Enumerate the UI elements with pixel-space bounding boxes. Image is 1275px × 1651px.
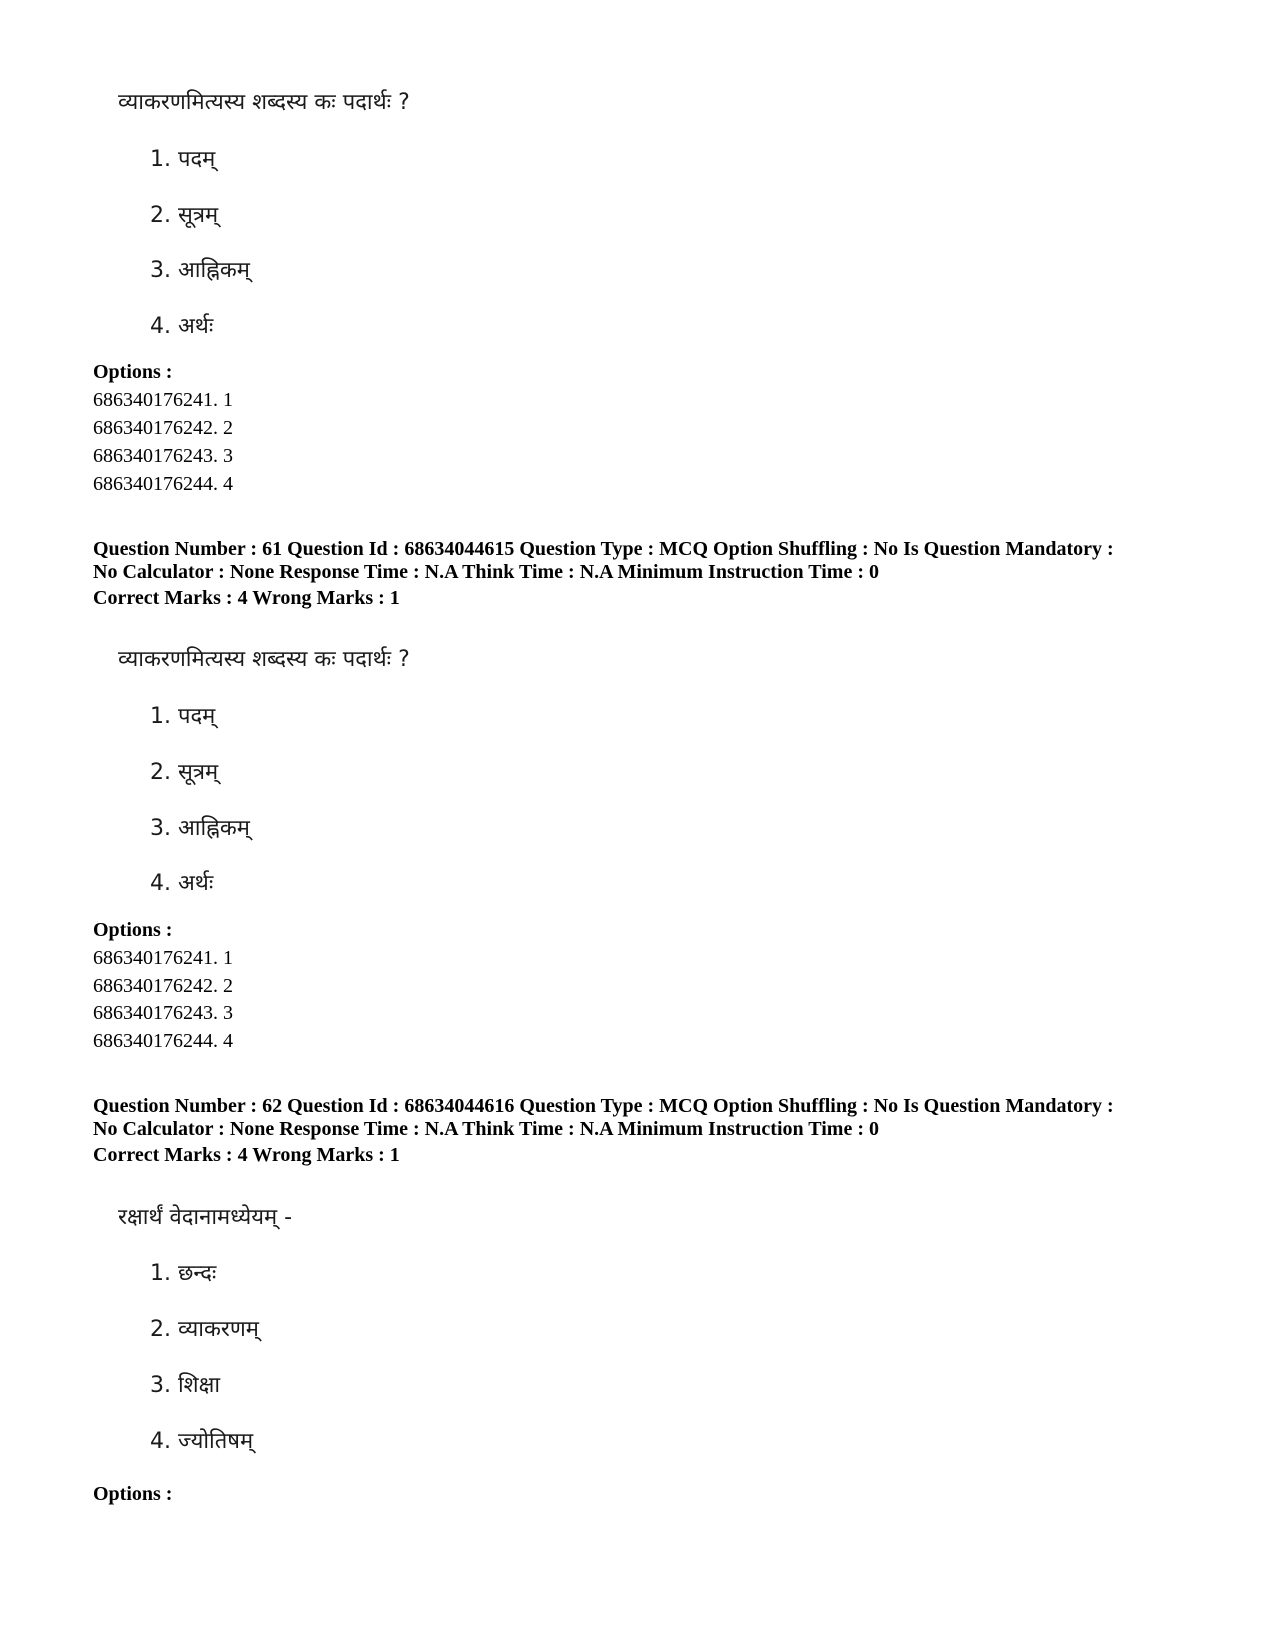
option-id-3: 686340176243. 3 <box>93 1002 233 1024</box>
question-text: व्याकरणमित्यस्य शब्दस्य कः पदार्थः ? <box>118 90 410 115</box>
question-text: रक्षार्थं वेदानामध्येयम् - <box>118 1205 293 1230</box>
option-id-2: 686340176242. 2 <box>93 975 233 997</box>
question-text: व्याकरणमित्यस्य शब्दस्य कः पदार्थः ? <box>118 647 410 672</box>
choice-1: 1. छन्दः <box>150 1261 217 1286</box>
option-id-4: 686340176244. 4 <box>93 473 233 495</box>
question-marks: Correct Marks : 4 Wrong Marks : 1 <box>93 587 400 609</box>
choice-4: 4. ज्योतिषम् <box>150 1429 254 1454</box>
question-marks: Correct Marks : 4 Wrong Marks : 1 <box>93 1144 400 1166</box>
choice-3: 3. आह्निकम् <box>150 258 250 283</box>
question-meta-line1: Question Number : 61 Question Id : 68634044615 Question Type : MCQ Option Shuffling : No Is Question Mandatory : <box>93 538 1114 560</box>
choice-4: 4. अर्थः <box>150 871 214 896</box>
option-id-3: 686340176243. 3 <box>93 445 233 467</box>
option-id-4: 686340176244. 4 <box>93 1030 233 1052</box>
options-label: Options : <box>93 919 173 941</box>
choice-2: 2. सूत्रम् <box>150 203 219 228</box>
choice-2: 2. व्याकरणम् <box>150 1317 259 1342</box>
choice-2: 2. सूत्रम् <box>150 760 219 785</box>
options-label: Options : <box>93 361 173 383</box>
choice-3: 3. आह्निकम् <box>150 816 250 841</box>
option-id-1: 686340176241. 1 <box>93 947 233 969</box>
question-meta-line2: No Calculator : None Response Time : N.A Think Time : N.A Minimum Instruction Time : 0 <box>93 561 879 583</box>
option-id-1: 686340176241. 1 <box>93 389 233 411</box>
choice-1: 1. पदम् <box>150 704 216 729</box>
question-meta-line2: No Calculator : None Response Time : N.A Think Time : N.A Minimum Instruction Time : 0 <box>93 1118 879 1140</box>
options-label: Options : <box>93 1483 173 1505</box>
choice-1: 1. पदम् <box>150 147 216 172</box>
choice-4: 4. अर्थः <box>150 314 214 339</box>
option-id-2: 686340176242. 2 <box>93 417 233 439</box>
question-meta-line1: Question Number : 62 Question Id : 68634044616 Question Type : MCQ Option Shuffling : No Is Question Mandatory : <box>93 1095 1114 1117</box>
choice-3: 3. शिक्षा <box>150 1373 221 1398</box>
